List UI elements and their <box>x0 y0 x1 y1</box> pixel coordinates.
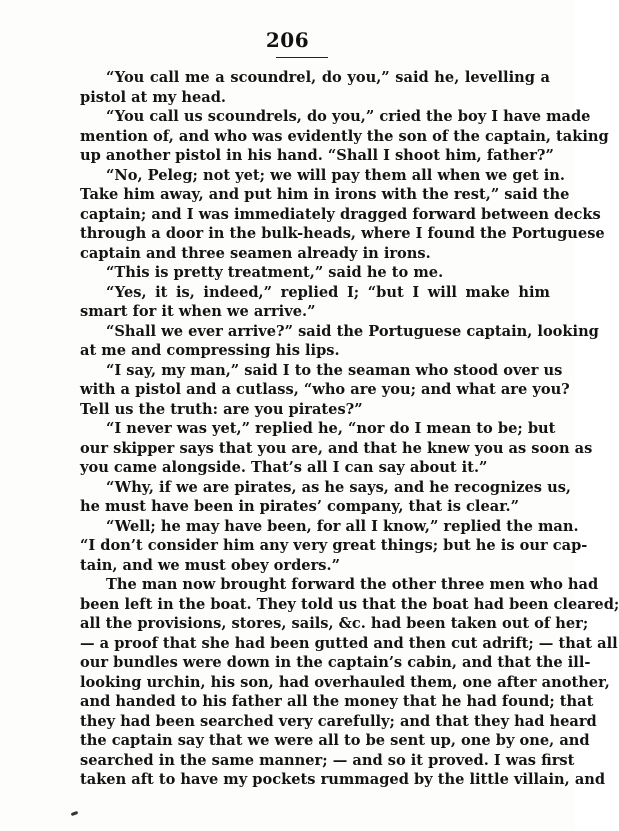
text-line: our skipper says that you are, and that he knew you as soon as <box>80 439 593 457</box>
text-line: captain and three seamen already in irons. <box>80 244 431 262</box>
text-line: “Shall we ever arrive?” said the Portuguese captain, looking <box>106 322 599 340</box>
text-line: smart for it when we arrive.” <box>80 303 316 320</box>
text-line: mention of, and who was evidently the son of the captain, taking <box>80 127 609 145</box>
text-line: our bundles were down in the captain’s cabin, and that the ill- <box>80 654 591 671</box>
text-line: taken aft to have my pockets rummaged by the little villain, and <box>80 771 606 788</box>
text-line: “I don’t consider him any very great things; but he is our cap- <box>80 537 588 554</box>
text-line: Take him away, and put him in irons with the rest,” said the <box>80 186 570 203</box>
ink-speck <box>71 811 79 816</box>
text-line: “You call me a scoundrel, do you,” said he, levelling a <box>106 69 550 86</box>
page-number: 206 <box>265 28 310 52</box>
text-line: been left in the boat. They told us that the boat had been cleared; <box>80 595 619 613</box>
text-line: — a proof that she had been gutted and then cut adrift; — that all <box>80 634 618 652</box>
text-line: tain, and we must obey orders.” <box>80 556 340 574</box>
text-line: he must have been in pirates’ company, that is clear.” <box>80 498 520 515</box>
text-line: “I say, my man,” said I to the seaman who stood over us <box>106 361 563 379</box>
text-line: looking urchin, his son, had overhauled them, one after another, <box>80 673 610 691</box>
text-line: “I never was yet,” replied he, “nor do I mean to be; but <box>106 420 556 437</box>
text-line: “This is pretty treatment,” said he to me. <box>106 264 444 281</box>
text-line: Tell us the truth: are you pirates?” <box>80 400 363 418</box>
header-rule <box>276 57 328 58</box>
text-line: at me and compressing his lips. <box>80 342 340 359</box>
body-text <box>80 68 619 790</box>
text-line: and handed to his father all the money that he had found; that <box>80 693 594 710</box>
text-line: with a pistol and a cutlass, “who are you; and what are you? <box>80 381 570 398</box>
text-line: all the provisions, stores, sails, &c. had been taken out of her; <box>80 615 589 632</box>
text-line: pistol at my head. <box>80 88 226 106</box>
text-line: searched in the same manner; — and so it proved. I was first <box>80 751 575 769</box>
text-line: “Yes, it is, indeed,” replied I; “but I will make him <box>106 283 550 301</box>
text-line: “Well; he may have been, for all I know,” replied the man. <box>106 517 579 535</box>
text-line: you came alongside. That’s all I can say about it.” <box>80 459 488 476</box>
text-line: through a door in the bulk-heads, where I found the Portuguese <box>80 225 605 242</box>
text-line: the captain say that we were all to be sent up, one by one, and <box>80 732 590 749</box>
text-line: captain; and I was immediately dragged forward between decks <box>80 205 601 223</box>
text-line: “You call us scoundrels, do you,” cried the boy I have made <box>106 108 591 125</box>
text-line: up another pistol in his hand. “Shall I shoot him, father?” <box>80 147 554 164</box>
text-line: they had been searched very carefully; and that they had heard <box>80 712 597 730</box>
text-line: The man now brought forward the other three men who had <box>106 576 599 593</box>
text-line: “No, Peleg; not yet; we will pay them all when we get in. <box>106 166 565 184</box>
text-line: “Why, if we are pirates, as he says, and he recognizes us, <box>106 478 571 496</box>
